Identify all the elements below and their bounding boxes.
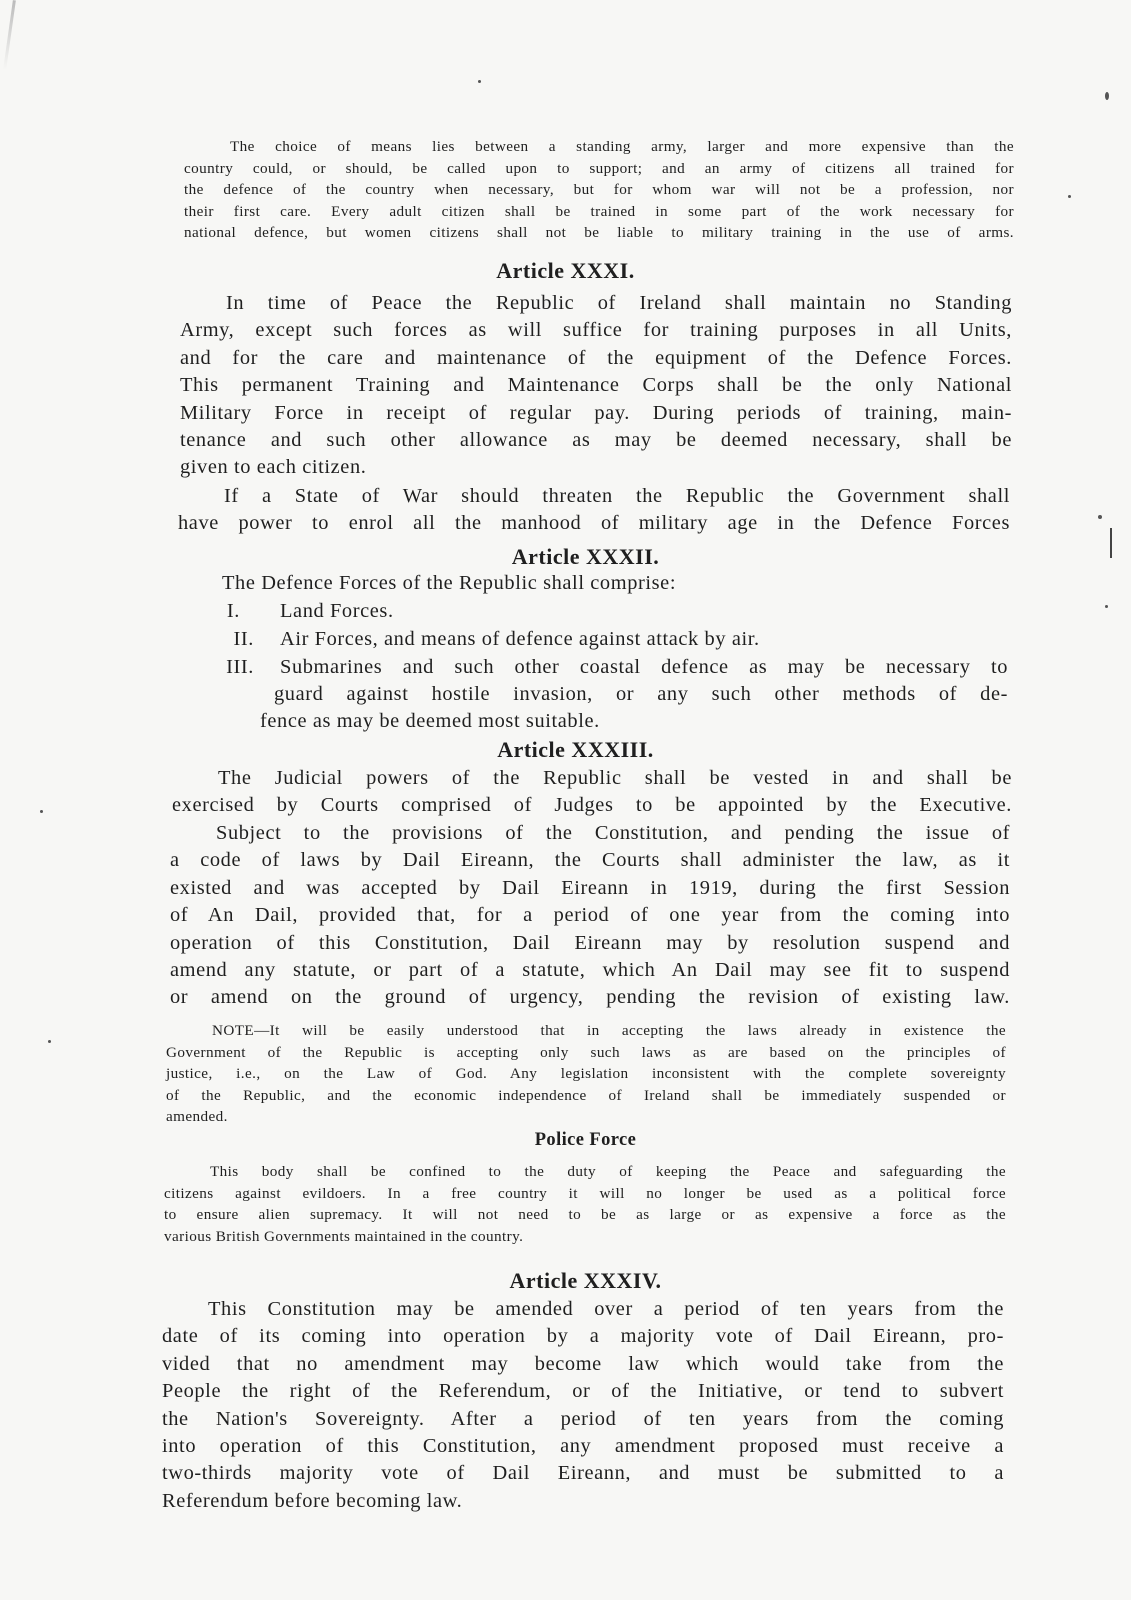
text-line: fence as may be deemed most suitable.: [260, 710, 600, 732]
intro-paragraph: [184, 136, 1014, 244]
text-line: tenance and such other allowance as may be deemed necessary, shall be: [180, 429, 1012, 452]
scan-speck: [48, 1040, 51, 1043]
text-line: Subject to the provisions of the Constitution, and pending the issue of: [216, 822, 1010, 844]
article-xxxi-paragraph-2: [178, 483, 1010, 538]
text-line: The choice of means lies between a standing army, larger and more expensive than the: [230, 138, 1014, 155]
text-line: justice, i.e., on the Law of God. Any legislation inconsistent with the complete sovereignty: [166, 1065, 1006, 1083]
text-line: of the Republic, and the economic independence of Ireland shall be immediately suspended or: [166, 1086, 1006, 1104]
text-line: date of its coming into operation by a majority vote of Dail Eireann, pro-: [162, 1325, 1004, 1348]
list-number: III.: [226, 656, 254, 678]
text-line: the defence of the country when necessary, but for whom war will not be a profession, nor: [184, 181, 1014, 199]
text-line: Army, except such forces as will suffice for training purposes in all Units,: [180, 319, 1012, 342]
article-xxxiii-paragraph-1: [172, 765, 1012, 820]
text-line: This body shall be confined to the duty of keeping the Peace and safeguarding the: [210, 1163, 1006, 1180]
text-line: to ensure alien supremacy. It will not need to be as large or as expensive a force as the: [164, 1206, 1006, 1224]
text-line: Referendum before becoming law.: [162, 1489, 463, 1512]
article-xxxii-heading: Article XXXII.: [511, 544, 660, 569]
text-line: a code of laws by Dail Eireann, the Courts shall administer the law, as it: [170, 849, 1010, 872]
text-line: of An Dail, provided that, for a period of one year from the coming into: [170, 904, 1010, 927]
scan-speck: [1105, 92, 1109, 100]
text-line: or amend on the ground of urgency, pending the revision of existing law.: [170, 986, 1010, 1009]
scan-speck: [1105, 605, 1108, 608]
text-line: Government of the Republic is accepting only such laws as are based on the principles of: [166, 1043, 1006, 1061]
text-line: existed and was accepted by Dail Eireann in 1919, during the first Session: [170, 876, 1010, 899]
list-text: Land Forces.: [280, 600, 394, 622]
text-line: NOTE—It will be easily understood that in accepting the laws already in existence the: [212, 1022, 1006, 1039]
article-xxxiii-heading: Article XXXIII.: [497, 737, 654, 762]
article-xxxiii-paragraph-2: [170, 820, 1010, 1012]
list-text: Air Forces, and means of defence against attack by air.: [280, 628, 760, 650]
text-line: two-thirds majority vote of Dail Eireann, and must be submitted to a: [162, 1462, 1004, 1485]
text-line: given to each citizen.: [180, 456, 367, 479]
text-line: Submarines and such other coastal defence as may be necessary to: [280, 656, 1008, 678]
text-line: operation of this Constitution, Dail Eireann may by resolution suspend and: [170, 931, 1010, 954]
text-line: If a State of War should threaten the Republic the Government shall: [224, 485, 1010, 507]
scan-speck: [478, 80, 481, 83]
text-line: national defence, but women citizens shall not be liable to military training in the use of arms.: [184, 224, 1014, 242]
article-xxxi-heading: Article XXXI.: [496, 258, 635, 283]
article-xxxiii-note: [166, 1020, 1006, 1128]
text-line: into operation of this Constitution, any amendment proposed must receive a: [162, 1435, 1004, 1458]
article-xxxiv-paragraph: [162, 1296, 1004, 1515]
scan-speck: [1068, 195, 1071, 198]
page-edge-mark: [3, 0, 16, 70]
text-line: have power to enrol all the manhood of military age in the Defence Forces: [178, 512, 1010, 535]
text-line: exercised by Courts comprised of Judges to be appointed by the Executive.: [172, 794, 1012, 817]
text-line: vided that no amendment may become law which would take from the: [162, 1352, 1004, 1375]
scan-mark: [1110, 528, 1112, 558]
list-number: II.: [233, 628, 254, 650]
text-line: amended.: [166, 1108, 228, 1126]
article-xxxi-paragraph-1: [180, 290, 1012, 482]
text-line: their first care. Every adult citizen shall be trained in some part of the work necessary for: [184, 202, 1014, 220]
text-line: citizens against evildoers. In a free country it will no longer be used as a political force: [164, 1184, 1006, 1202]
police-force-heading: Police Force: [534, 1130, 637, 1150]
text-line: This permanent Training and Maintenance Corps shall be the only National: [180, 374, 1012, 397]
text-line: The Judicial powers of the Republic shall be vested in and shall be: [218, 767, 1012, 789]
text-line: This Constitution may be amended over a period of ten years from the: [208, 1298, 1004, 1320]
list-text-block: [274, 654, 1008, 709]
text-line: Military Force in receipt of regular pay. During periods of training, main-: [180, 401, 1012, 424]
article-xxxii-intro: The Defence Forces of the Republic shall comprise:: [222, 572, 677, 594]
police-force-paragraph: [164, 1161, 1006, 1247]
text-line: guard against hostile invasion, or any such other methods of de-: [274, 683, 1008, 706]
text-line: People the right of the Referendum, or of the Initiative, or tend to subvert: [162, 1380, 1004, 1403]
text-line: country could, or should, be called upon to support; and an army of citizens all trained for: [184, 159, 1014, 177]
scan-speck: [1098, 515, 1102, 519]
scan-speck: [40, 810, 43, 813]
article-xxxiv-heading: Article XXXIV.: [509, 1268, 662, 1293]
text-line: and for the care and maintenance of the equipment of the Defence Forces.: [180, 346, 1012, 369]
text-line: amend any statute, or part of a statute, which An Dail may see fit to suspend: [170, 959, 1010, 982]
list-number: I.: [226, 600, 240, 622]
text-line: the Nation's Sovereignty. After a period of ten years from the coming: [162, 1407, 1004, 1430]
text-line: In time of Peace the Republic of Ireland shall maintain no Standing: [226, 292, 1012, 314]
text-line: various British Governments maintained in the country.: [164, 1227, 524, 1245]
